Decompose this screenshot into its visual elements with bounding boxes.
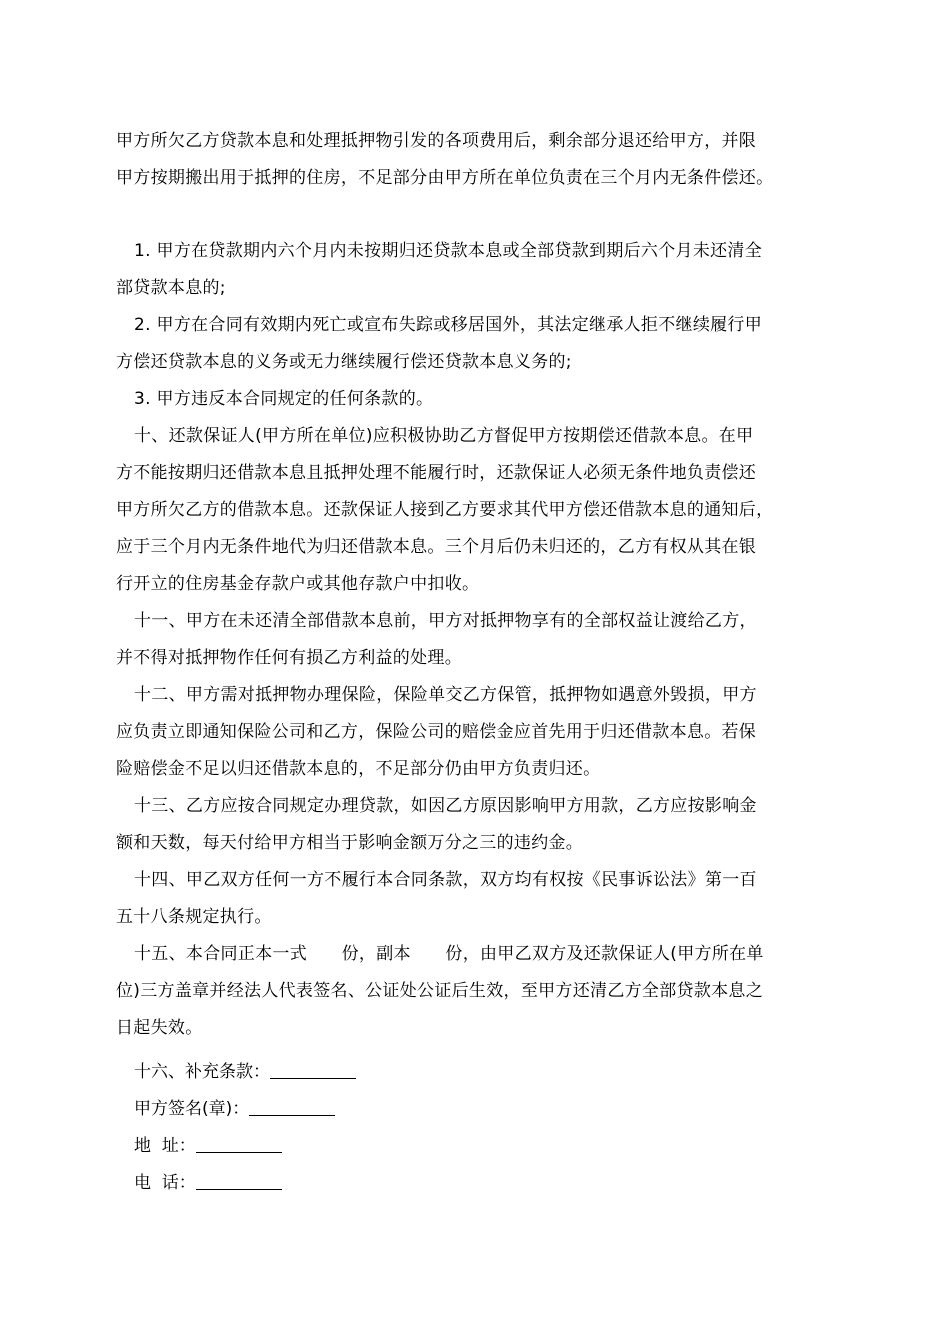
text-line: 并不得对抵押物作任何有损乙方利益的处理。 (116, 648, 462, 668)
blank-line[interactable] (270, 1060, 356, 1079)
text-line: 十四、甲乙双方任何一方不履行本合同条款，双方均有权按《民事诉讼法》第一百 (134, 870, 757, 890)
text-line: 甲方所欠乙方贷款本息和处理抵押物引发的各项费用后，剩余部分退还给甲方，并限 (116, 131, 757, 151)
paragraph-clause-1 (116, 233, 840, 307)
paragraph-article-12 (116, 677, 840, 788)
field-label: 甲方签名(章)： (134, 1099, 250, 1119)
blank-line[interactable] (249, 1097, 335, 1116)
address-field (134, 1128, 282, 1165)
text-line: 十一、甲方在未还清全部借款本息前，甲方对抵押物享有的全部权益让渡给乙方， (134, 611, 757, 631)
text-line: 位)三方盖章并经法人代表签名、公证处公证后生效，至甲方还清乙方全部贷款本息之 (116, 981, 764, 1001)
blank-line[interactable] (196, 1134, 282, 1153)
text-line: 十、还款保证人(甲方所在单位)应积极协助乙方督促甲方按期偿还借款本息。在甲 (134, 426, 754, 446)
field-label: 电 话： (134, 1173, 196, 1193)
phone-field (134, 1165, 282, 1202)
text-line: 部贷款本息的; (116, 278, 226, 298)
field-label: 十六、补充条款： (134, 1062, 270, 1082)
blank-line[interactable] (196, 1171, 282, 1190)
text-line: 十二、甲方需对抵押物办理保险，保险单交乙方保管，抵押物如遇意外毁损，甲方 (134, 685, 757, 705)
paragraph-article-10 (116, 418, 840, 603)
paragraph-article-15 (116, 936, 840, 1047)
text-line: 方偿还贷款本息的义务或无力继续履行偿还贷款本息义务的; (116, 352, 572, 372)
text-line: 甲方按期搬出用于抵押的住房，不足部分由甲方所在单位负责在三个月内无条件偿还。 (116, 168, 774, 188)
text-line: 3. 甲方违反本合同规定的任何条款的。 (134, 389, 434, 409)
text-line: 日起失效。 (116, 1018, 203, 1038)
supplementary-terms-field (134, 1054, 356, 1091)
paragraph-continuation (116, 123, 840, 197)
paragraph-clause-3 (116, 381, 840, 418)
paragraph-article-13 (116, 788, 840, 862)
paragraph-article-11 (116, 603, 840, 677)
text-line: 应负责立即通知保险公司和乙方，保险公司的赔偿金应首先用于归还借款本息。若保 (116, 722, 757, 742)
text-line: 应于三个月内无条件地代为归还借款本息。三个月后仍未归还的，乙方有权从其在银 (116, 537, 757, 557)
text-line: 甲方所欠乙方的借款本息。还款保证人接到乙方要求其代甲方偿还借款本息的通知后， (116, 500, 774, 520)
text-line: 行开立的住房基金存款户或其他存款户中扣收。 (116, 574, 480, 594)
text-line: 额和天数，每天付给甲方相当于影响金额万分之三的违约金。 (116, 833, 584, 853)
text-line: 五十八条规定执行。 (116, 907, 272, 927)
text-line: 2. 甲方在合同有效期内死亡或宣布失踪或移居国外，其法定继承人拒不继续履行甲 (134, 315, 763, 335)
paragraph-clause-2 (116, 307, 840, 381)
paragraph-article-14 (116, 862, 840, 936)
text-line: 方不能按期归还借款本息且抵押处理不能履行时，还款保证人必须无条件地负责偿还 (116, 463, 757, 483)
text-line: 1. 甲方在贷款期内六个月内未按期归还贷款本息或全部贷款到期后六个月未还清全 (134, 241, 763, 261)
text-line: 十三、乙方应按合同规定办理贷款，如因乙方原因影响甲方用款，乙方应按影响金 (134, 796, 757, 816)
text-line: 险赔偿金不足以归还借款本息的，不足部分仍由甲方负责归还。 (116, 759, 601, 779)
field-label: 地 址： (134, 1136, 196, 1156)
party-a-signature-field (134, 1091, 335, 1128)
text-line: 十五、本合同正本一式 份，副本 份，由甲乙双方及还款保证人(甲方所在单 (134, 944, 764, 964)
